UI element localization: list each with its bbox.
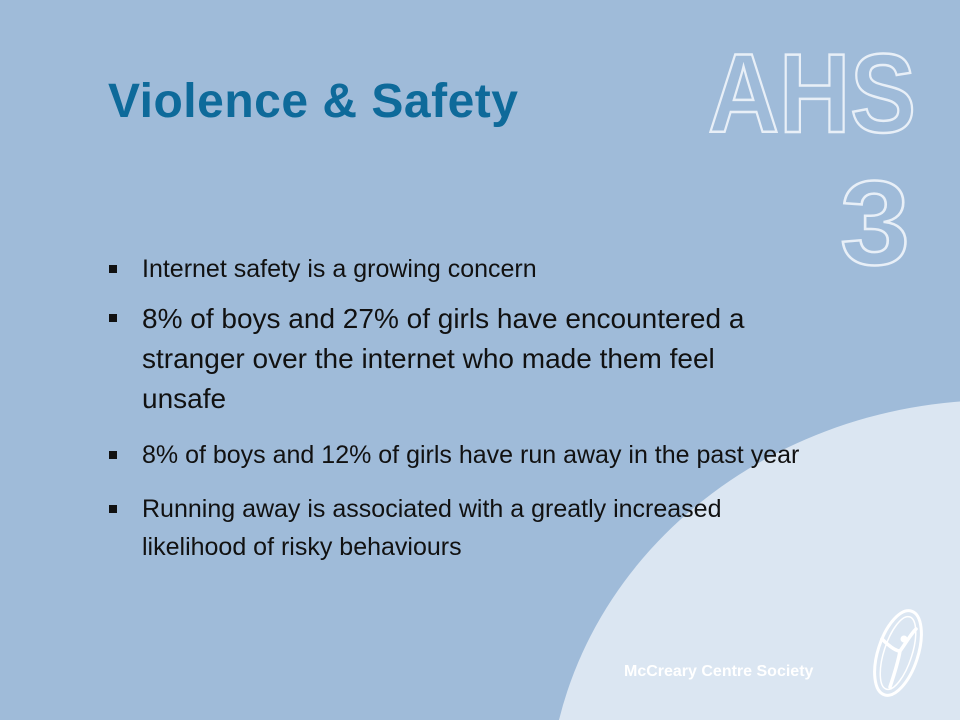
bullet-text: 8% of boys and 27% of girls have encountered a stranger over the internet who made them feel unsafe (142, 303, 745, 414)
square-bullet-icon (109, 505, 117, 513)
watermark-line-ahs: AHS (708, 31, 916, 156)
slide-title: Violence & Safety (108, 75, 519, 128)
person-logo-icon (860, 605, 935, 700)
bullet-item (108, 490, 808, 566)
square-bullet-icon (109, 314, 117, 322)
bullet-text: Internet safety is a growing concern (142, 255, 537, 283)
square-bullet-icon (109, 265, 117, 273)
watermark-line-3: 3 (840, 156, 910, 290)
bullet-list (108, 250, 808, 566)
bullet-item (108, 250, 808, 288)
square-bullet-icon (109, 451, 117, 459)
bullet-text: 8% of boys and 12% of girls have run away in the past year (142, 441, 800, 469)
bullet-text: Running away is associated with a greatly increased likelihood of risky behaviours (142, 495, 722, 561)
bullet-item (108, 436, 808, 474)
bullet-item (108, 299, 808, 419)
footer-organization: McCreary Centre Society (624, 663, 814, 680)
